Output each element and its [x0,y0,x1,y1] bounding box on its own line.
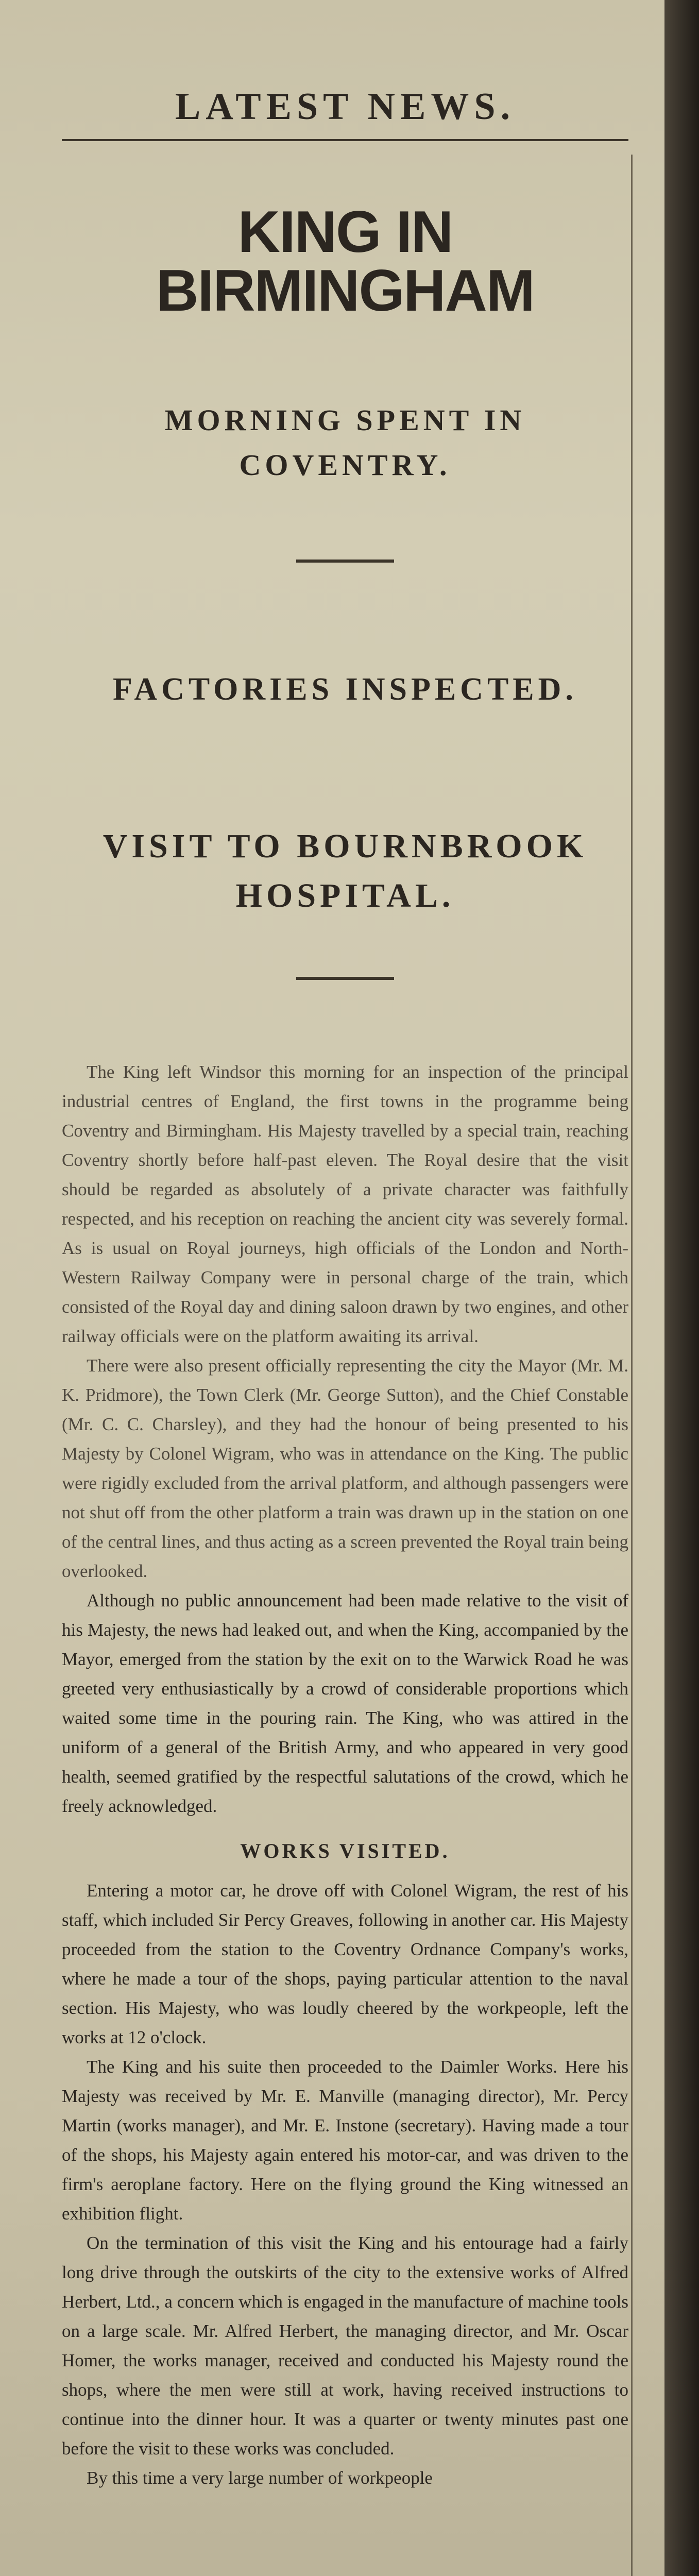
article-paragraph: Entering a motor car, he drove off with Colonel Wigram, the rest of his staff, which included Sir Percy Greaves, following in another car. His Majesty proceeded from the station to the Coventry Ordnance Company's works, where he made a tour of the shops, paying particular attention to the naval section. His Majesty, who was loudly cheered by the workpeople, left the works at 12 o'clock. [62,1880,628,2048]
article-paragraph: The King and his suite then proceeded to the Daimler Works. Here his Majesty was received by Mr. E. Manville (managing director), Mr. Percy Martin (works manager), and Mr. E. Instone (secretary). Having made a tour of the shops, his Majesty again entered his motor-car, and was driven to the firm's aeroplane factory. Here on the flying ground the King witnessed an exhibition flight. [62,2057,628,2224]
subhead-factories: FACTORIES INSPECTED. [113,672,577,707]
article-paragraph: There were also present officially representing the city the Mayor (Mr. M. K. Pridmore), the Town Clerk (Mr. George Sutton), and the Chief Constable (Mr. C. C. Charsley), and they had the honour of being presented to his Majesty by Colonel Wigram, who was in attendance on the King. The public were rigidly excluded from the arrival platform, and although passengers were not shut off from the other platform a train was drawn up in the station on one of the central lines, and thus acting as a screen prevented the Royal train being overlooked. [62,1355,628,1582]
subhead-hospital: VISIT TO BOURNBROOK HOSPITAL. [103,827,588,914]
article-paragraph: On the termination of this visit the King and his entourage had a fairly long drive through the outskirts of the city to the extensive works of Alfred Herbert, Ltd., a concern which is engaged in the manufacture of machine tools on a large scale. Mr. Alfred Herbert, the managing director, and Mr. Oscar Homer, the works manager, received and conducted his Majesty round the shops, where the men were still at work, having received instructions to continue into the dinner hour. It was a quarter or twenty minutes past one before the visit to these works was concluded. [62,2233,628,2459]
headline: KING IN BIRMINGHAM [156,199,534,324]
dark-background-edge [664,0,699,2576]
column-rule [631,155,633,2576]
separator-rule [296,560,394,563]
subhead-morning: MORNING SPENT IN COVENTRY. [164,403,526,482]
article-body [62,1057,628,2493]
article-paragraph: Although no public announcement had been made relative to the visit of his Majesty, the news had leaked out, and when the King, accompanied by the Mayor, emerged from the station by the exit on to the Warwick Road he was greeted very enthusiastically by a crowd of considerable proportions which waited some time in the pouring rain. The King, who was attired in the uniform of a general of the British Army, and who appeared in very good health, seemed gratified by the respectful salutations of the crowd, which he freely acknowledged. [62,1590,628,1817]
separator-rule [296,977,394,980]
section-rule [62,139,628,141]
works-heading: WORKS VISITED. [240,1839,450,1863]
article-paragraph: The King left Windsor this morning for an inspection of the principal industrial centres of England, the first towns in the programme being Coventry and Birmingham. His Majesty travelled by a special train, reaching Coventry shortly before half-past eleven. The Royal desire that the visit should be regarded as absolutely of a private character was faithfully respected, and his reception on reaching the ancient city was severely formal. As is usual on Royal journeys, high officials of the London and North-Western Railway Company were in personal charge of the train, which consisted of the Royal day and dining saloon drawn by two engines, and other railway officials were on the platform awaiting its arrival. [62,1062,628,1347]
section-label: LATEST NEWS. [175,86,516,128]
article-paragraph: By this time a very large number of workpeople [87,2468,433,2488]
